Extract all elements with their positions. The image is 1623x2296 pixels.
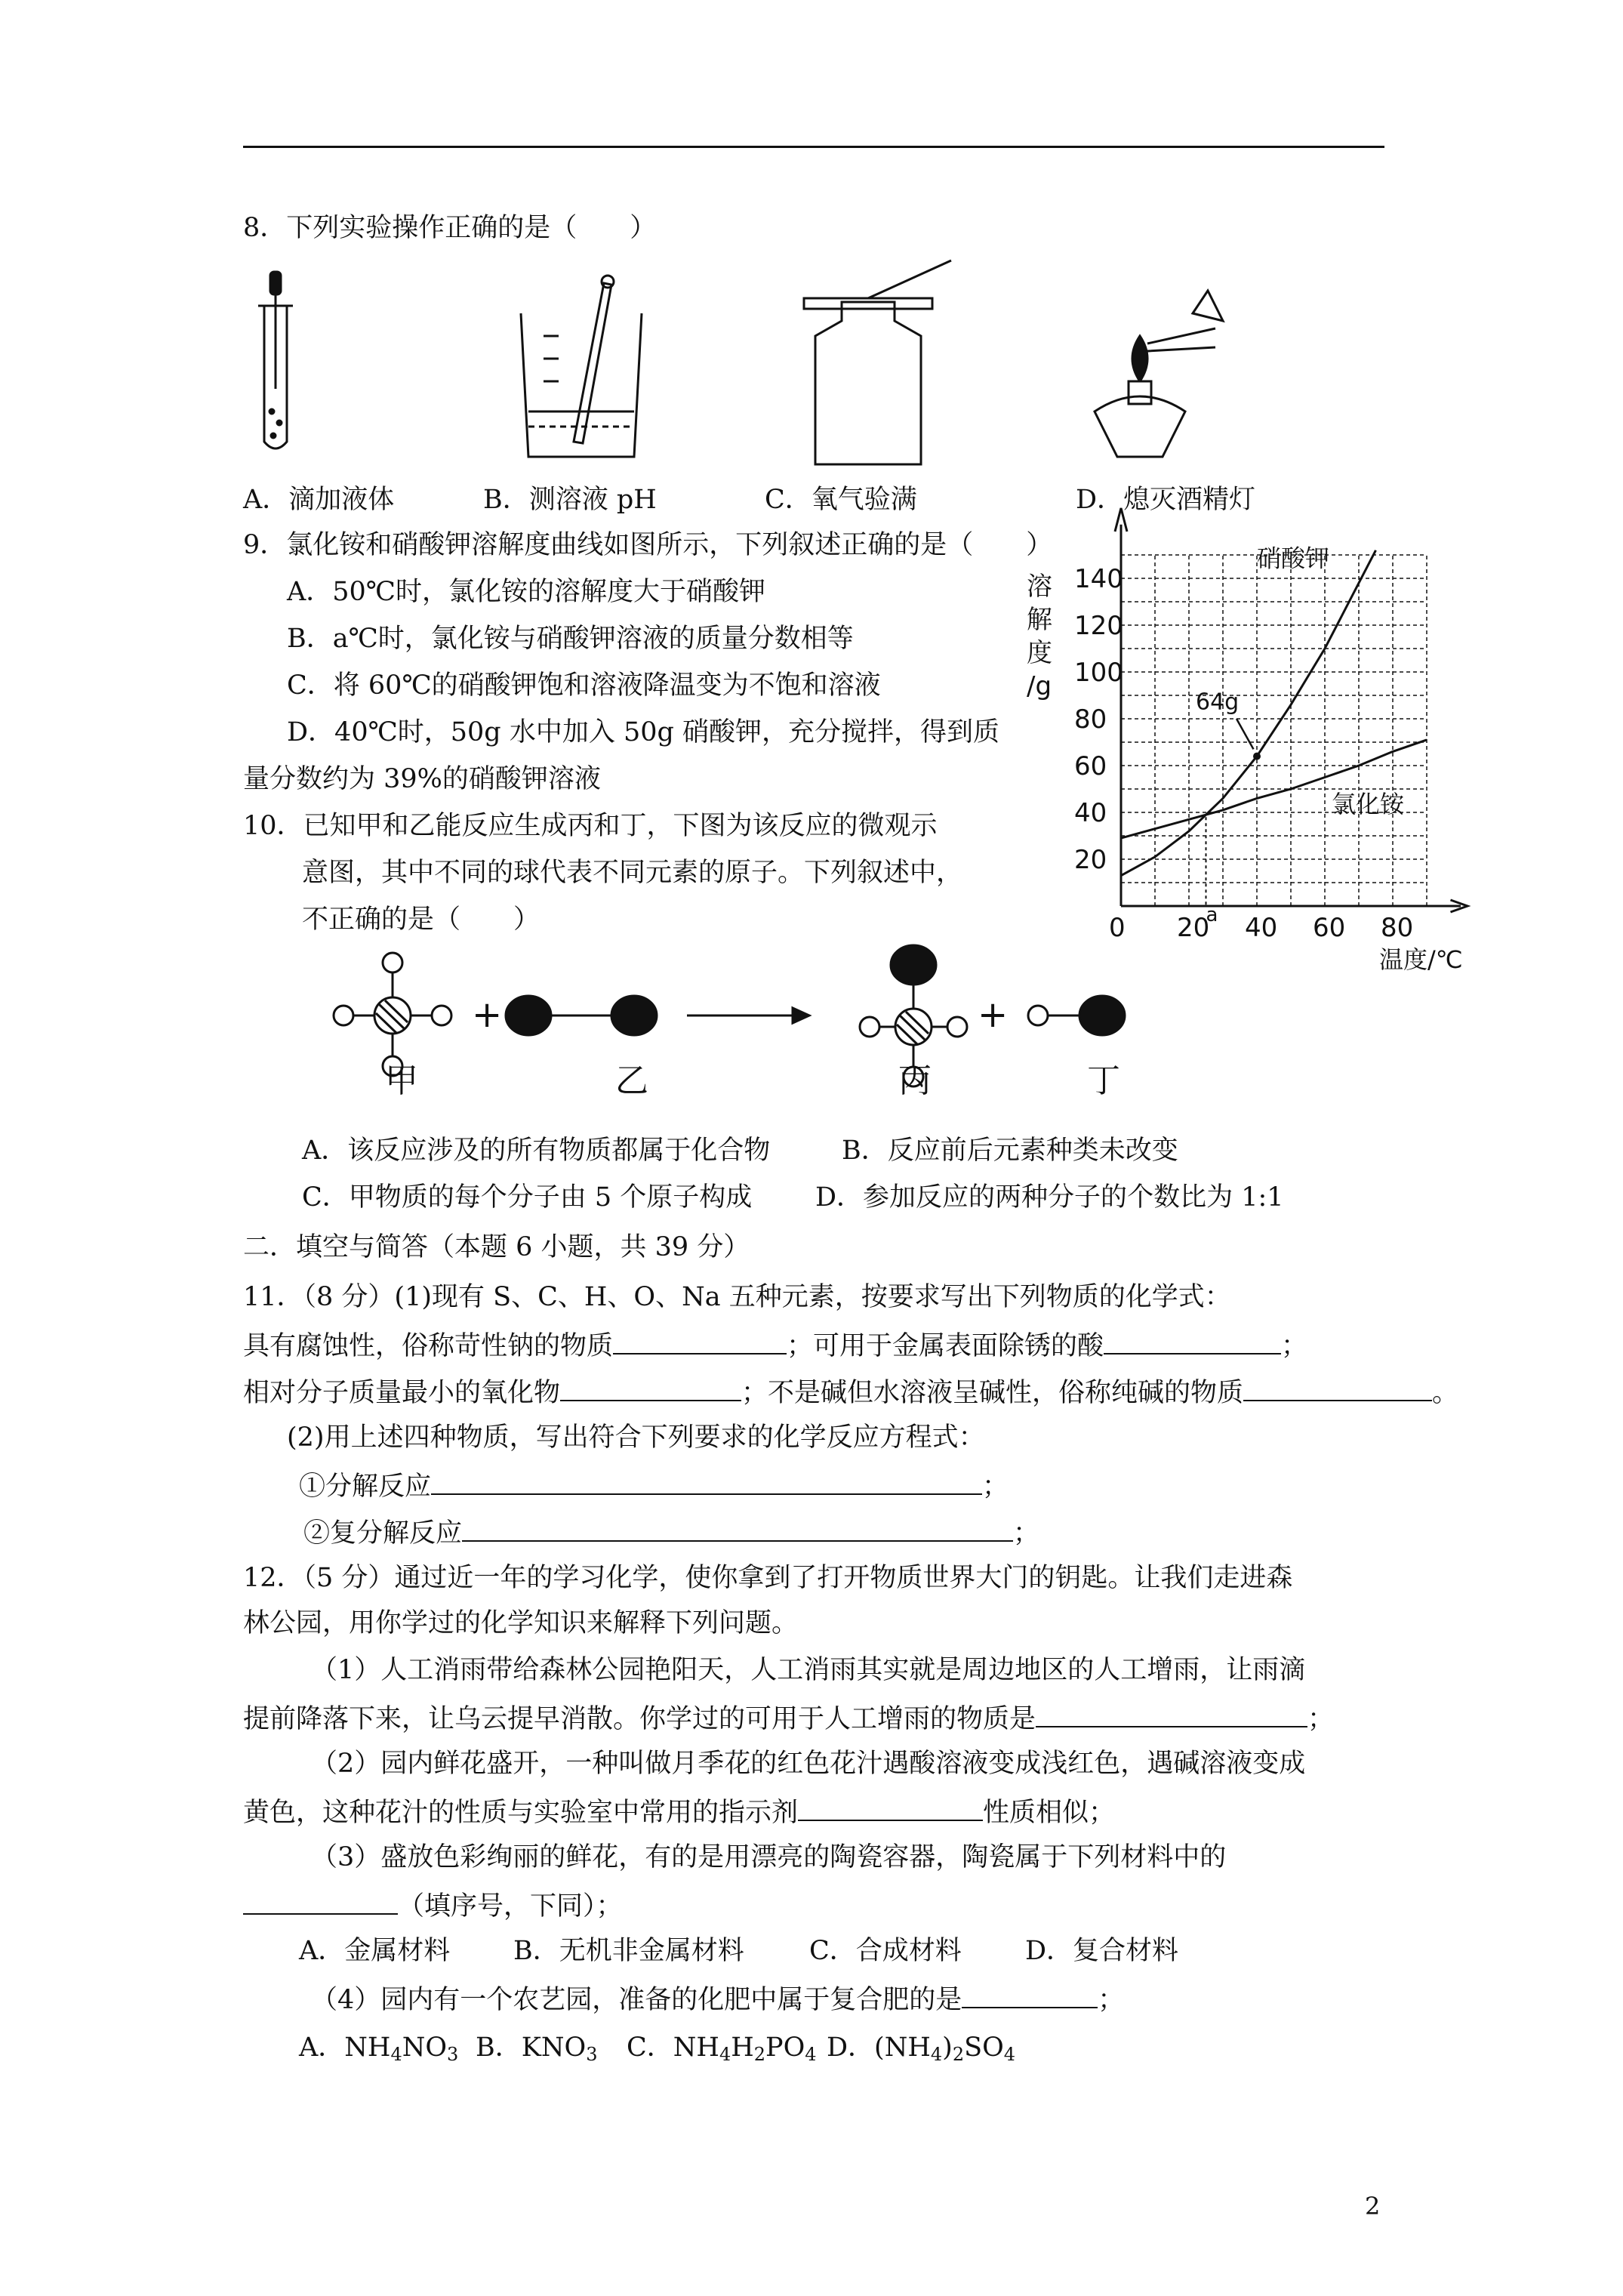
q10-line1: 10．已知甲和乙能反应生成丙和丁，下图为该反应的微观示 xyxy=(243,811,938,841)
y-tick-label: 80 xyxy=(1074,704,1107,735)
reaction-diagram xyxy=(302,944,1170,1133)
fert-d-text3: SO xyxy=(964,2032,1004,2063)
q11-caustic-soda-prompt: 具有腐蚀性，俗称苛性钠的物质 xyxy=(243,1331,614,1361)
q8-option-c: C．氧气验满 xyxy=(765,485,917,515)
q12-rain-prompt: 提前降落下来，让乌云提早消散。你学过的可用于人工增雨的物质是 xyxy=(243,1704,1036,1734)
molecule-yi-icon xyxy=(506,996,657,1035)
q8-stem: 8．下列实验操作正确的是（ ） xyxy=(243,213,657,243)
q11-acid-blank[interactable] xyxy=(1104,1327,1281,1354)
alcohol-lamp-icon xyxy=(1095,291,1223,457)
q11-acid-prompt: ；可用于金属表面除锈的酸 xyxy=(787,1331,1104,1361)
q11-double-decomposition xyxy=(303,1515,1039,1550)
x-tick-label: a xyxy=(1206,904,1218,926)
q11-caustic-soda-blank[interactable] xyxy=(613,1327,787,1354)
q11-decomposition-blank[interactable] xyxy=(431,1468,982,1495)
molecule-ding-icon xyxy=(1028,996,1125,1035)
x-tick-label: 20 xyxy=(1177,913,1210,943)
x-tick-label: 60 xyxy=(1313,913,1346,943)
svg-text:+: + xyxy=(472,994,503,1036)
q12-fertilizer-option-c xyxy=(627,2031,817,2071)
q9-stem: 9．氯化铵和硝酸钾溶解度曲线如图所示，下列叙述正确的是（ ） xyxy=(243,530,1053,560)
annotation-arrow xyxy=(1236,719,1254,749)
beaker-ph-icon xyxy=(521,276,642,457)
fert-c-sub1: 4 xyxy=(719,2044,731,2065)
q12-line3: （1）人工消雨带给森林公园艳阳天，人工消雨其实就是周边地区的人工增雨，让雨滴 xyxy=(311,1655,1306,1685)
q11-part2: (2)用上述四种物质，写出符合下列要求的化学反应方程式： xyxy=(287,1422,985,1453)
y-tick-label: 60 xyxy=(1074,751,1107,781)
q11-decomposition-prompt: ①分解反应 xyxy=(299,1472,432,1502)
series-label-1: 氯化铵 xyxy=(1332,790,1405,818)
q10-option-d: D．参加反应的两种分子的个数比为 1:1 xyxy=(815,1182,1284,1213)
label-ding: 丁 xyxy=(1087,1062,1120,1100)
q12-material-option-d: D．复合材料 xyxy=(1025,1936,1179,1966)
header-rule xyxy=(243,146,1384,148)
fert-a-text: A．NH xyxy=(299,2032,391,2063)
q11-oxide-blank[interactable] xyxy=(560,1374,741,1401)
point-64g xyxy=(1253,753,1261,760)
fert-c-text3: PO xyxy=(765,2032,805,2063)
q8-apparatus-figure xyxy=(242,268,1313,464)
q8-option-b: B．测溶液 pH xyxy=(483,485,657,515)
svg-text:+: + xyxy=(978,994,1009,1036)
section-2-heading: 二．填空与简答（本题 6 小题，共 39 分） xyxy=(243,1232,750,1262)
q11-period: 。 xyxy=(1432,1378,1459,1408)
dropper-test-tube-icon xyxy=(258,272,293,448)
q12-line8 xyxy=(243,1888,623,1923)
q12-indicator-prompt: 黄色，这种花汁的性质与实验室中常用的指示剂 xyxy=(243,1798,799,1828)
reaction-arrow-icon xyxy=(687,1008,809,1023)
q11-soda-ash-blank[interactable] xyxy=(1243,1374,1432,1401)
label-jia: 甲 xyxy=(385,1062,418,1100)
q11-double-decomposition-blank[interactable] xyxy=(462,1515,1013,1542)
fert-a-sub2: 3 xyxy=(447,2044,459,2065)
y-axis-label-part: 解 xyxy=(1027,605,1052,635)
q12-line5: （2）园内鲜花盛开，一种叫做月季花的红色花汁遇酸溶液变成浅红色，遇碱溶液变成 xyxy=(311,1749,1306,1779)
fert-b-text: B．KNO xyxy=(476,2032,587,2063)
annotation-64g: 64g xyxy=(1196,689,1240,716)
q12-rain-blank[interactable] xyxy=(1036,1700,1307,1727)
q8-option-d: D．熄灭酒精灯 xyxy=(1076,485,1256,515)
q12-indicator-blank[interactable] xyxy=(798,1794,983,1821)
q12-fertilizer-option-a xyxy=(299,2031,458,2071)
q11-line1: 11．（8 分）(1)现有 S、C、H、O、Na 五种元素，按要求写出下列物质的化学式： xyxy=(243,1282,1231,1312)
q12-fertilizer-prompt: （4）园内有一个农艺园，准备的化肥中属于复合肥的是 xyxy=(311,1985,962,2015)
fert-a-text2: NO xyxy=(402,2032,448,2063)
fert-a-sub1: 4 xyxy=(390,2044,402,2065)
fert-d-sub3: 4 xyxy=(1003,2044,1016,2065)
q9-option-d-line1: D．40℃时，50g 水中加入 50g 硝酸钾，充分搅拌，得到质 xyxy=(287,717,1000,747)
q9-option-a: A．50℃时，氯化铵的溶解度大于硝酸钾 xyxy=(287,577,765,607)
fert-d-sub1: 4 xyxy=(930,2044,943,2065)
q11-oxide-prompt: 相对分子质量最小的氧化物 xyxy=(243,1378,561,1408)
q11-soda-ash-prompt: ；不是碱但水溶液呈碱性，俗称纯碱的物质 xyxy=(741,1378,1244,1408)
series-label-0: 硝酸钾 xyxy=(1257,544,1330,573)
q8-option-a: A．滴加液体 xyxy=(243,485,395,515)
y-tick-label: 40 xyxy=(1074,798,1107,828)
q11-semicolon-2: ； xyxy=(982,1472,1009,1502)
solubility-chart xyxy=(1019,544,1487,997)
y-tick-label: 20 xyxy=(1074,845,1107,875)
y-tick-label: 140 xyxy=(1074,564,1123,594)
label-yi: 乙 xyxy=(615,1062,648,1100)
y-axis-label-part: 溶 xyxy=(1027,572,1052,602)
q11-line2 xyxy=(243,1327,1307,1363)
q12-line6 xyxy=(243,1794,1115,1829)
label-bing: 丙 xyxy=(898,1062,932,1100)
q12-fertilizer-option-b xyxy=(476,2031,597,2071)
y-axis-label-part: 度 xyxy=(1027,638,1052,668)
fert-d-text2: ) xyxy=(942,2032,953,2063)
q12-line4 xyxy=(243,1700,1334,1736)
fert-c-text: C．NH xyxy=(627,2032,719,2063)
y-tick-label: 100 xyxy=(1074,658,1123,688)
q12-line1: 12．（5 分）通过近一年的学习化学，使你拿到了打开物质世界大门的钥匙。让我们走进森 xyxy=(243,1563,1293,1593)
page-number: 2 xyxy=(1365,2192,1381,2220)
q12-line9 xyxy=(311,1981,1124,2017)
q11-decomposition xyxy=(299,1468,1009,1503)
q12-line7: （3）盛放色彩绚丽的鲜花，有的是用漂亮的陶瓷容器，陶瓷属于下列材料中的 xyxy=(311,1842,1227,1872)
fert-c-text2: H xyxy=(731,2032,754,2063)
molecule-jia-icon xyxy=(334,953,451,1076)
q11-double-decomposition-prompt: ②复分解反应 xyxy=(303,1518,463,1549)
fert-d-text: D．(NH xyxy=(827,2032,931,2063)
q12-ceramic-blank[interactable] xyxy=(243,1888,398,1915)
q12-semicolon-2: ； xyxy=(1098,1985,1125,2015)
x-axis-label: 温度/℃ xyxy=(1379,945,1463,974)
q10-option-c: C．甲物质的每个分子由 5 个原子构成 xyxy=(302,1182,753,1213)
q11-line3 xyxy=(243,1374,1458,1410)
chart-series xyxy=(1121,550,1427,906)
q10-option-b: B．反应前后元素种类未改变 xyxy=(842,1136,1178,1166)
q10-line3: 不正确的是（ ） xyxy=(302,905,540,935)
x-tick-label: 80 xyxy=(1381,913,1414,943)
x-tick-label: 40 xyxy=(1245,913,1278,943)
q9-option-b: B．a℃时，氯化铵与硝酸钾溶液的质量分数相等 xyxy=(287,624,854,654)
q11-semicolon-1: ； xyxy=(1281,1331,1308,1361)
x-tick-label: 0 xyxy=(1109,913,1126,943)
q12-ceramic-suffix: （填序号，下同）； xyxy=(398,1891,623,1922)
q10-line2: 意图，其中不同的球代表不同元素的原子。下列叙述中， xyxy=(302,858,963,888)
q9-option-d-line2: 量分数约为 39%的硝酸钾溶液 xyxy=(243,764,601,794)
q11-semicolon-3: ； xyxy=(1013,1518,1040,1549)
y-axis-label-part: /g xyxy=(1027,671,1052,701)
q12-semicolon-1: ； xyxy=(1307,1704,1335,1734)
q12-indicator-suffix: 性质相似； xyxy=(983,1798,1116,1828)
q12-line2: 林公园，用你学过的化学知识来解释下列问题。 xyxy=(243,1608,799,1638)
y-tick-label: 120 xyxy=(1074,611,1123,641)
fert-d-sub2: 2 xyxy=(952,2044,965,2065)
q12-fertilizer-option-d xyxy=(827,2031,1015,2071)
fert-c-sub2: 2 xyxy=(753,2044,766,2065)
q10-option-a: A．该反应涉及的所有物质都属于化合物 xyxy=(302,1136,771,1166)
q12-fertilizer-blank[interactable] xyxy=(962,1981,1098,2008)
fert-b-sub: 3 xyxy=(586,2044,598,2065)
chart-ticks xyxy=(1074,564,1413,943)
q12-material-option-a: A．金属材料 xyxy=(299,1936,451,1966)
gas-bottle-icon xyxy=(804,260,951,464)
q12-material-option-b: B．无机非金属材料 xyxy=(513,1936,744,1966)
q9-option-c: C．将 60℃的硝酸钾饱和溶液降温变为不饱和溶液 xyxy=(287,670,881,701)
q12-material-option-c: C．合成材料 xyxy=(809,1936,962,1966)
fert-c-sub3: 4 xyxy=(805,2044,817,2065)
